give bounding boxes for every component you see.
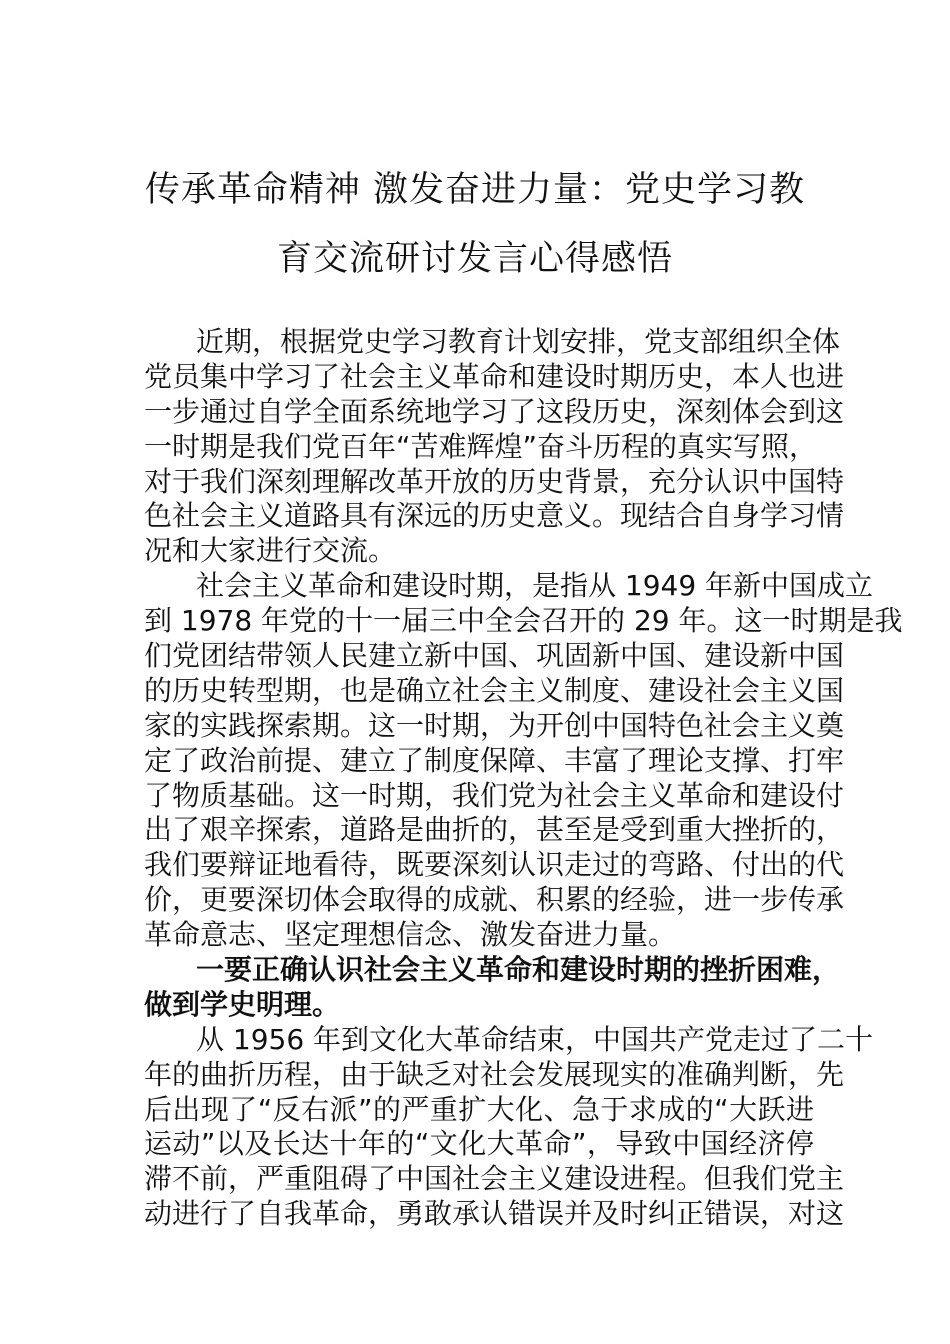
text-line: 对于我们深刻理解改革开放的历史背景，充分认识中国特 [144, 464, 845, 498]
text-line: 价，更要深切体会取得的成就、积累的经验，进一步传承 [144, 883, 845, 917]
text-line: 一步通过自学全面系统地学习了这段历史，深刻体会到这 [144, 394, 845, 428]
text-line: 运动”以及长达十年的“文化大革命”，导致中国经济停 [144, 1127, 814, 1161]
paragraph [144, 325, 845, 569]
text-line: 出了艰辛探索，道路是曲折的，甚至是受到重大挫折的， [144, 813, 845, 847]
text-line: 一时期是我们党百年“苦难辉煌”奋斗历程的真实写照， [144, 429, 818, 463]
text-line: 社会主义革命和建设时期，是指从 1949 年新中国成立 [196, 569, 874, 603]
paragraph [144, 1022, 874, 1232]
text-line: 到 1978 年党的十一届三中全会召开的 29 年。这一时期是我 [144, 604, 903, 638]
text-line: 从 1956 年到文化大革命结束，中国共产党走过了二十 [196, 1022, 874, 1056]
paragraph [144, 569, 903, 953]
text-line: 动进行了自我革命，勇敢承认错误并及时纠正错误，对这 [144, 1197, 845, 1231]
text-line: 的历史转型期，也是确立社会主义制度、建设社会主义国 [144, 673, 845, 707]
text-line: 况和大家进行交流。 [144, 534, 397, 568]
text-line: 后出现了“反右派”的严重扩大化、急于求成的“大跃进 [144, 1092, 814, 1126]
text-line: 滞不前，严重阻碍了中国社会主义建设进程。但我们党主 [144, 1162, 845, 1196]
text-line: 革命意志、坚定理想信念、激发奋进力量。 [144, 918, 677, 952]
document-body [144, 325, 903, 1232]
heading-line: 一要正确认识社会主义革命和建设时期的挫折困难， [196, 953, 841, 987]
document-title-line-1: 传承革命精神 激发奋进力量：党史学习教 [144, 170, 806, 210]
text-line: 们党团结带领人民建立新中国、巩固新中国、建设新中国 [144, 639, 845, 673]
document-title-line-2: 育交流研讨发言心得感悟 [276, 239, 673, 279]
section-heading [144, 953, 841, 1023]
text-line: 党员集中学习了社会主义革命和建设时期历史，本人也进 [144, 359, 845, 393]
text-line: 色社会主义道路具有深远的历史意义。现结合自身学习情 [144, 499, 845, 533]
text-line: 年的曲折历程，由于缺乏对社会发展现实的准确判断，先 [144, 1057, 845, 1091]
text-line: 家的实践探索期。这一时期，为开创中国特色社会主义奠 [144, 708, 845, 742]
text-line: 近期，根据党史学习教育计划安排，党支部组织全体 [196, 325, 841, 358]
text-line: 了物质基础。这一时期，我们党为社会主义革命和建设付 [144, 778, 845, 812]
text-line: 我们要辩证地看待，既要深刻认识走过的弯路、付出的代 [144, 848, 845, 882]
heading-line: 做到学史明理。 [144, 987, 341, 1021]
text-line: 定了政治前提、建立了制度保障、丰富了理论支撑、打牢 [144, 743, 845, 777]
